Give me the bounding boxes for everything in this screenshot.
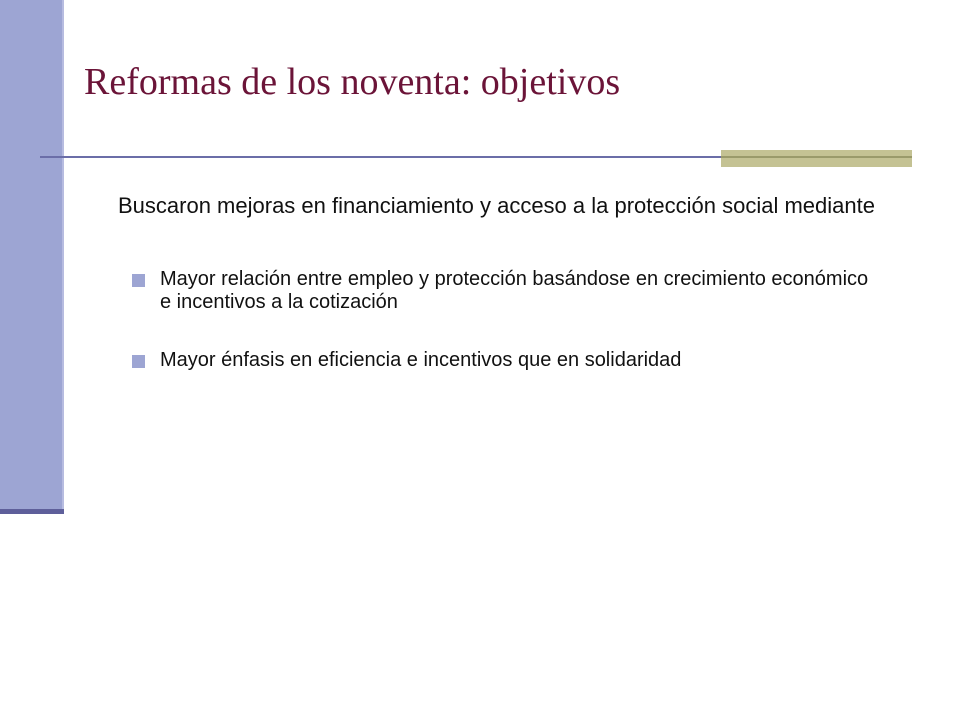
slide-body [118, 193, 878, 372]
square-bullet-icon [132, 355, 145, 368]
accent-bar-line [721, 156, 912, 158]
bullet-item-text: Mayor énfasis en eficiencia e incentivos que en solidaridad [160, 349, 682, 371]
square-bullet-icon [132, 274, 145, 287]
left-decorative-bar [0, 0, 62, 512]
left-bar-edge [62, 0, 64, 514]
left-bar-shadow [0, 509, 64, 514]
bullet-list [118, 268, 878, 372]
bullet-item [118, 268, 878, 314]
lead-paragraph: Buscaron mejoras en financiamiento y acceso a la protección social mediante [118, 193, 875, 218]
bullet-item-text: Mayor relación entre empleo y protección basándose en crecimiento económico e incentivos a la cotización [160, 268, 869, 313]
slide-title: Reformas de los noventa: objetivos [84, 61, 621, 103]
accent-bar [721, 150, 912, 167]
bullet-item [118, 349, 878, 372]
